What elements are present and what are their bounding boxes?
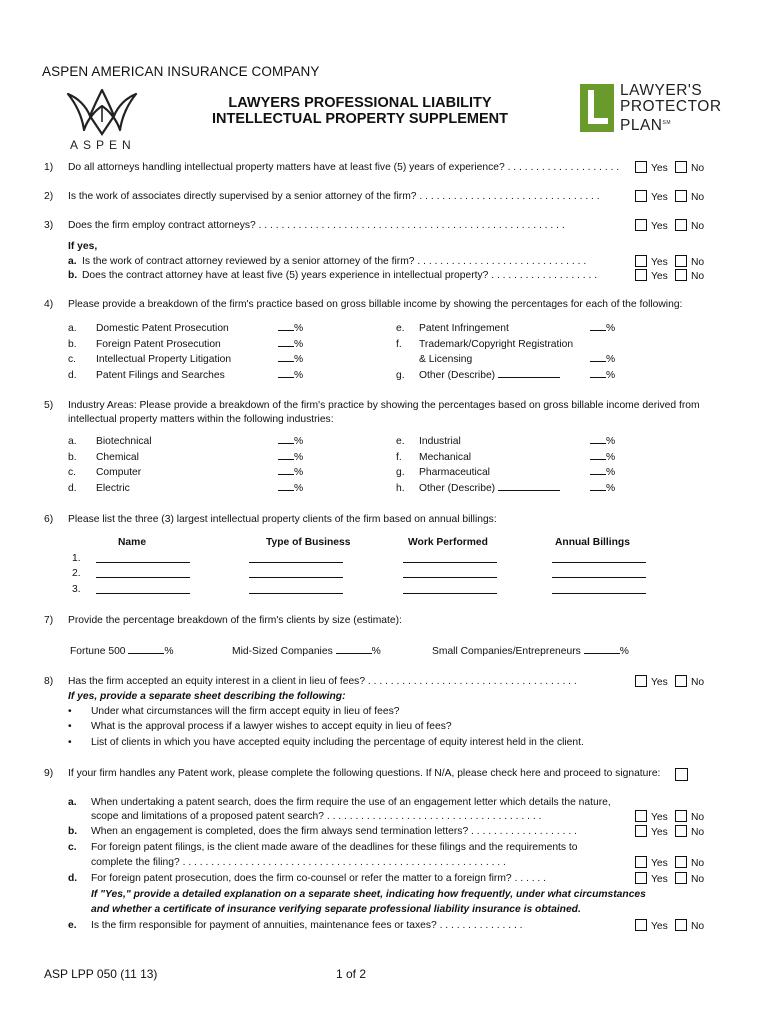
- q5-label-e: Industrial: [419, 436, 461, 447]
- q5-text-line1: Industry Areas: Please provide a breakdown of the firm's practice by showing the percentages based on gross billable income derived from: [68, 400, 700, 411]
- q5-item-b: b.: [68, 452, 77, 463]
- q9c-text-line2: complete the filing? . . . . . . . . . . . . . . . . . . . . . . . . . . . . . . . . . . . . . . . . . . . . . . . . . . . . . . . . .: [91, 857, 506, 868]
- q2-text: Is the work of associates directly supervised by a senior attorney of the firm? . . . . . . . . . . . . . . . . . . . . . . . . . . . . . . . .: [68, 191, 600, 202]
- q9c-yes[interactable]: Yes: [635, 856, 668, 869]
- q4-label-g: Other (Describe): [419, 370, 560, 381]
- q4-label-f2: & Licensing: [419, 354, 473, 365]
- q3b-yes[interactable]: Yes: [635, 269, 668, 282]
- q5-label-c: Computer: [96, 467, 142, 478]
- q8-bullet-3: • List of clients in which you have accepted equity including the percentage of equity interest held in the client.: [91, 737, 584, 748]
- q9c-yes-checkbox[interactable]: [635, 856, 647, 868]
- q9d-no[interactable]: No: [675, 872, 704, 885]
- q9e-text: Is the firm responsible for payment of annuities, maintenance fees or taxes? . . . . . . . . . . . . . . .: [91, 920, 523, 931]
- q6-row-2-number: 2.: [72, 568, 81, 579]
- q7-small[interactable]: Small Companies/Entrepreneurs %: [432, 646, 629, 657]
- q4-label-a: Domestic Patent Prosecution: [96, 323, 229, 334]
- q6-row-2-type-field[interactable]: [249, 577, 343, 578]
- q9c-no-checkbox[interactable]: [675, 856, 687, 868]
- q4-label-b: Foreign Patent Prosecution: [96, 339, 221, 350]
- q4-pct-b[interactable]: %: [278, 339, 303, 350]
- q4-item-a: a.: [68, 323, 77, 334]
- q5-item-e: e.: [396, 436, 405, 447]
- q8-no-checkbox[interactable]: [675, 675, 687, 687]
- q6-text: Please list the three (3) largest intellectual property clients of the firm based on annual billings:: [68, 514, 497, 525]
- q9d-note-line1: If "Yes," provide a detailed explanation on a separate sheet, indicating how frequently, under what circumstances: [91, 889, 646, 900]
- q9-na-checkbox[interactable]: [675, 766, 692, 784]
- q8-yes[interactable]: Yes: [635, 675, 668, 688]
- q4-pct-d[interactable]: %: [278, 370, 303, 381]
- q8-if-yes: If yes, provide a separate sheet describing the following:: [68, 691, 346, 702]
- q9b-yes[interactable]: Yes: [635, 825, 668, 838]
- q5-pct-e[interactable]: %: [590, 436, 615, 447]
- company-name: ASPEN AMERICAN INSURANCE COMPANY: [42, 64, 320, 79]
- q1-no-checkbox[interactable]: [675, 161, 687, 173]
- q6-row-1-billings-field[interactable]: [552, 562, 646, 563]
- q9d-yes[interactable]: Yes: [635, 872, 668, 885]
- aspen-logo-icon: [62, 86, 142, 138]
- q6-row-1-type-field[interactable]: [249, 562, 343, 563]
- q9a-no-checkbox[interactable]: [675, 810, 687, 822]
- q5-other-describe-field[interactable]: [498, 490, 560, 491]
- q9a-no[interactable]: No: [675, 810, 704, 823]
- q9d-yes-checkbox[interactable]: [635, 872, 647, 884]
- q3-no-checkbox[interactable]: [675, 219, 687, 231]
- q4-pct-e[interactable]: %: [590, 323, 615, 334]
- q9a-text-line2: scope and limitations of a proposed patent search? . . . . . . . . . . . . . . . . . . . . . . . . . . . . . . . . . . . . . .: [91, 811, 542, 822]
- q4-label-e: Patent Infringement: [419, 323, 509, 334]
- q4-item-d: d.: [68, 370, 77, 381]
- q3b-text: Does the contract attorney have at least five (5) years experience in intellectual property? . . . . . . . . . . . . . . . . . . .: [82, 270, 598, 281]
- aspen-logo-text: ASPEN: [70, 138, 136, 152]
- q9c-text-line1: For foreign patent filings, is the client made aware of the deadlines for these filings and the requirements to: [91, 842, 578, 853]
- q5-item-f: f.: [396, 452, 402, 463]
- q8-number: 8): [44, 676, 54, 687]
- q2-yes-checkbox[interactable]: [635, 190, 647, 202]
- lawyers-protector-plan-logo: [580, 84, 740, 134]
- q3-if-yes: If yes,: [68, 241, 98, 252]
- q5-item-g: g.: [396, 467, 405, 478]
- q5-pct-c[interactable]: %: [278, 467, 303, 478]
- q5-label-b: Chemical: [96, 452, 139, 463]
- q5-label-f: Mechanical: [419, 452, 472, 463]
- q3a-no-checkbox[interactable]: [675, 255, 687, 267]
- lpp-logo-mark-icon: [580, 84, 614, 132]
- q3-text: Does the firm employ contract attorneys? . . . . . . . . . . . . . . . . . . . . . . . . . . . . . . . . . . . . . . . . . . . . . . . . . . . . . .: [68, 220, 565, 231]
- q5-item-h: h.: [396, 483, 405, 494]
- q5-text-line2: intellectual property matters within the following industries:: [68, 414, 334, 425]
- q6-row-1-work-field[interactable]: [403, 562, 497, 563]
- q9d-letter: d.: [68, 873, 78, 884]
- q3a-text: Is the work of contract attorney reviewed by a senior attorney of the firm? . . . . . . . . . . . . . . . . . . . . . . . . . . . . . .: [82, 256, 587, 267]
- q3a-yes[interactable]: Yes: [635, 255, 668, 268]
- q6-header-work: Work Performed: [408, 537, 488, 548]
- q4-pct-f[interactable]: %: [590, 354, 615, 365]
- q4-item-g: g.: [396, 370, 405, 381]
- q9c-no[interactable]: No: [675, 856, 704, 869]
- q9c-letter: c.: [68, 842, 77, 853]
- q9d-text: For foreign patent prosecution, does the firm co-counsel or refer the matter to a foreign firm? . . . . . .: [91, 873, 547, 884]
- q7-text: Provide the percentage breakdown of the firm's clients by size (estimate):: [68, 615, 402, 626]
- q4-pct-a[interactable]: %: [278, 323, 303, 334]
- q9-number: 9): [44, 768, 54, 779]
- q9a-letter: a.: [68, 797, 77, 808]
- q9d-no-checkbox[interactable]: [675, 872, 687, 884]
- q1-yes[interactable]: Yes: [635, 161, 668, 174]
- q9e-yes[interactable]: Yes: [635, 919, 668, 932]
- q8-bullet-2: • What is the approval process if a lawyer wishes to accept equity in lieu of fees?: [91, 721, 452, 732]
- q3-yes-checkbox[interactable]: [635, 219, 647, 231]
- q5-label-d: Electric: [96, 483, 130, 494]
- q2-number: 2): [44, 191, 54, 202]
- q6-header-name: Name: [118, 537, 147, 548]
- q1-number: 1): [44, 162, 54, 173]
- q1-yes-checkbox[interactable]: [635, 161, 647, 173]
- q3a-yes-checkbox[interactable]: [635, 255, 647, 267]
- q8-text: Has the firm accepted an equity interest in a client in lieu of fees? . . . . . . . . . . . . . . . . . . . . . . . . . . . . . . . . . . . . .: [68, 676, 577, 687]
- q7-number: 7): [44, 615, 54, 626]
- q3a-no[interactable]: No: [675, 255, 704, 268]
- q5-label-a: Biotechnical: [96, 436, 152, 447]
- q6-row-3-work-field[interactable]: [403, 593, 497, 594]
- q5-pct-g[interactable]: %: [590, 467, 615, 478]
- q9a-text-line1: When undertaking a patent search, does the firm require the use of an engagement letter which details the nature,: [91, 797, 611, 808]
- form-title-line1: LAWYERS PROFESSIONAL LIABILITY: [228, 95, 492, 111]
- q5-pct-h[interactable]: %: [590, 483, 615, 494]
- q6-row-3-billings-field[interactable]: [552, 593, 646, 594]
- q4-label-c: Intellectual Property Litigation: [96, 354, 232, 365]
- q9e-no[interactable]: No: [675, 919, 704, 932]
- q3b-letter: b.: [68, 270, 78, 281]
- q1-text: Do all attorneys handling intellectual property matters have at least five (5) years of experience? . . . . . . . . . . . . . . . . . . . .: [68, 162, 620, 173]
- form-title-line2: INTELLECTUAL PROPERTY SUPPLEMENT: [212, 111, 508, 127]
- q4-item-b: b.: [68, 339, 77, 350]
- q5-pct-a[interactable]: %: [278, 436, 303, 447]
- q7-fortune-500[interactable]: Fortune 500 %: [70, 646, 174, 657]
- q5-item-c: c.: [68, 467, 77, 478]
- q3a-letter: a.: [68, 256, 77, 267]
- q6-row-3-type-field[interactable]: [249, 593, 343, 594]
- q9b-yes-checkbox[interactable]: [635, 825, 647, 837]
- q3b-yes-checkbox[interactable]: [635, 269, 647, 281]
- q5-label-h: Other (Describe): [419, 483, 560, 494]
- page-number: 1 of 2: [336, 967, 367, 981]
- q5-item-d: d.: [68, 483, 77, 494]
- q5-number: 5): [44, 400, 54, 411]
- q4-item-c: c.: [68, 354, 77, 365]
- q3-no[interactable]: No: [675, 219, 704, 232]
- q6-row-1-name-field[interactable]: [96, 562, 190, 563]
- lpp-logo-line3: PLAN: [620, 117, 663, 135]
- q4-label-d: Patent Filings and Searches: [96, 370, 225, 381]
- q2-no-checkbox[interactable]: [675, 190, 687, 202]
- q9e-letter: e.: [68, 920, 77, 931]
- q4-pct-c[interactable]: %: [278, 354, 303, 365]
- q4-pct-g[interactable]: %: [590, 370, 615, 381]
- q5-item-a: a.: [68, 436, 77, 447]
- q2-yes[interactable]: Yes: [635, 190, 668, 203]
- q1-no[interactable]: No: [675, 161, 704, 174]
- q4-text: Please provide a breakdown of the firm's practice based on gross billable income by showing the percentages for each of the following:: [68, 299, 683, 310]
- q4-label-f: Trademark/Copyright Registration: [419, 339, 574, 350]
- q4-other-describe-field[interactable]: [498, 377, 560, 378]
- q9b-no[interactable]: No: [675, 825, 704, 838]
- q6-header-billings: Annual Billings: [555, 537, 630, 548]
- q3b-no[interactable]: No: [675, 269, 704, 282]
- q3b-no-checkbox[interactable]: [675, 269, 687, 281]
- q9b-no-checkbox[interactable]: [675, 825, 687, 837]
- q7-mid-sized[interactable]: Mid-Sized Companies %: [232, 646, 381, 657]
- q9b-text: When an engagement is completed, does the firm always send termination letters? . . . . . . . . . . . . . . . . . . .: [91, 826, 577, 837]
- q2-no[interactable]: No: [675, 190, 704, 203]
- q9e-no-checkbox[interactable]: [675, 919, 687, 931]
- q9-text: If your firm handles any Patent work, please complete the following questions. If N/A, please check here and proceed to signature:: [68, 768, 661, 779]
- q9a-yes-checkbox[interactable]: [635, 810, 647, 822]
- q9b-letter: b.: [68, 826, 78, 837]
- q8-bullet-1: • Under what circumstances will the firm accept equity in lieu of fees?: [91, 706, 399, 717]
- q6-row-3-number: 3.: [72, 584, 81, 595]
- q6-row-2-name-field[interactable]: [96, 577, 190, 578]
- q5-pct-f[interactable]: %: [590, 452, 615, 463]
- q6-number: 6): [44, 514, 54, 525]
- lpp-logo-sm: SM: [662, 120, 671, 126]
- q9d-note-line2: and whether a certificate of insurance verifying separate professional liability insurance is obtained.: [91, 904, 581, 915]
- q6-row-1-number: 1.: [72, 553, 81, 564]
- q4-number: 4): [44, 299, 54, 310]
- q3-yes[interactable]: Yes: [635, 219, 668, 232]
- form-number: ASP LPP 050 (11 13): [44, 967, 158, 981]
- q5-label-g: Pharmaceutical: [419, 467, 490, 478]
- q5-pct-d[interactable]: %: [278, 483, 303, 494]
- q3-number: 3): [44, 220, 54, 231]
- lpp-logo-line1: LAWYER'S: [620, 82, 703, 99]
- q8-no[interactable]: No: [675, 675, 704, 688]
- lpp-logo-line2: PROTECTOR: [620, 98, 722, 115]
- q6-row-2-work-field[interactable]: [403, 577, 497, 578]
- q8-yes-checkbox[interactable]: [635, 675, 647, 687]
- q6-header-type: Type of Business: [266, 537, 351, 548]
- q6-row-2-billings-field[interactable]: [552, 577, 646, 578]
- q9e-yes-checkbox[interactable]: [635, 919, 647, 931]
- q4-item-f: f.: [396, 339, 402, 350]
- q4-item-e: e.: [396, 323, 405, 334]
- q5-pct-b[interactable]: %: [278, 452, 303, 463]
- aspen-logo: [62, 86, 142, 156]
- q9a-yes[interactable]: Yes: [635, 810, 668, 823]
- q6-row-3-name-field[interactable]: [96, 593, 190, 594]
